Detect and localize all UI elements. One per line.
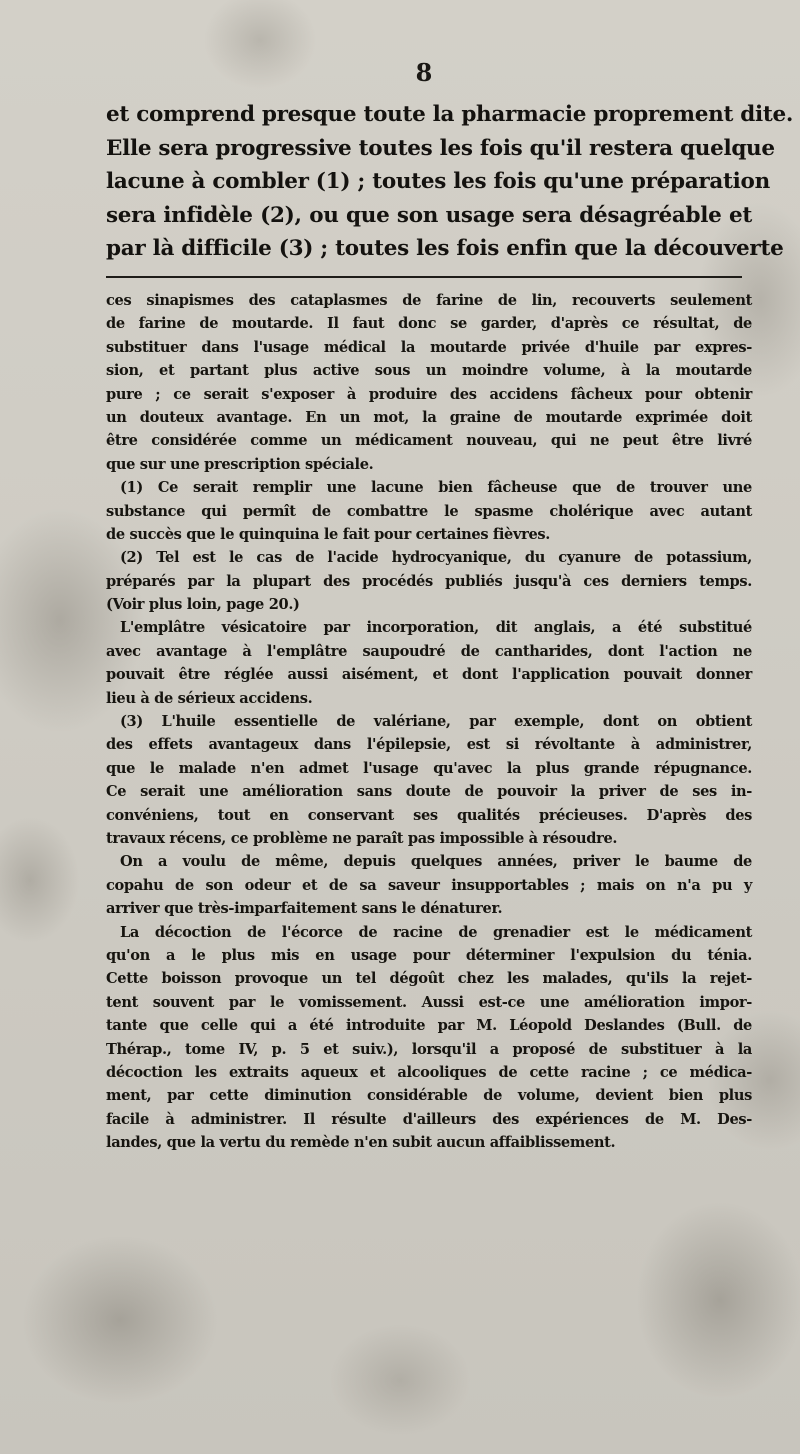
footnote-line: que le malade n'en admet l'usage qu'avec la plus grande répugnance. xyxy=(106,759,752,777)
main-text-line: et comprend presque toute la pharmacie proprement dite. xyxy=(106,102,794,127)
footnote-line: (1) Ce serait remplir une lacune bien fâcheuse que de trouver une xyxy=(120,479,752,497)
main-text-line: lacune à combler (1) ; toutes les fois qu'une préparation xyxy=(106,169,770,194)
footnote-line: (2) Tel est le cas de l'acide hydrocyanique, du cyanure de potassium, xyxy=(120,549,752,567)
footnote-line: La décoction de l'écorce de racine de grenadier est le médicament xyxy=(120,923,752,941)
main-text-line: par là difficile (3) ; toutes les fois enfin que la découverte xyxy=(106,236,784,261)
footnote-line: (Voir plus loin, page 20.) xyxy=(106,596,300,614)
footnote-line: facile à administrer. Il résulte d'ailleurs des expériences de M. Des- xyxy=(106,1110,752,1128)
footnote-line: de farine de moutarde. Il faut donc se garder, d'après ce résultat, de xyxy=(106,315,752,333)
footnote-line: substituer dans l'usage médical la moutarde privée d'huile par expres- xyxy=(106,338,752,356)
footnote-line: tante que celle qui a été introduite par M. Léopold Deslandes (Bull. de xyxy=(106,1017,752,1035)
main-text-line: sera infidèle (2), ou que son usage sera désagréable et xyxy=(106,202,752,228)
footnote-line: ces sinapismes des cataplasmes de farine de lin, recouverts seulement xyxy=(106,292,752,309)
footnote-line: sion, et partant plus active sous un moindre volume, à la moutarde xyxy=(106,362,752,380)
footnote-line: pure ; ce serait s'exposer à produire des accidens fâcheux pour obtenir xyxy=(106,385,752,403)
footnote-line: arriver que très-imparfaitement sans le dénaturer. xyxy=(106,900,503,918)
footnote-line: un douteux avantage. En un mot, la graine de moutarde exprimée doit xyxy=(106,408,752,426)
main-text-block xyxy=(106,98,794,266)
footnote-line: convéniens, tout en conservant ses qualités précieuses. D'après des xyxy=(106,806,752,824)
footnote-line: substance qui permît de combattre le spasme cholérique avec autant xyxy=(106,502,752,520)
footnote-line: décoction les extraits aqueux et alcooliques de cette racine ; ce médica- xyxy=(106,1063,752,1081)
footnote-line: des effets avantageux dans l'épilepsie, est si révoltante à administrer, xyxy=(106,736,752,754)
footnote-line: être considérée comme un médicament nouveau, qui ne peut être livré xyxy=(106,432,752,450)
footnote-line: Ce serait une amélioration sans doute de pouvoir la priver de ses in- xyxy=(106,783,752,801)
footnotes-block xyxy=(106,289,752,1154)
footnote-line: (3) L'huile essentielle de valériane, par exemple, dont on obtient xyxy=(120,713,752,731)
footnote-line: qu'on a le plus mis en usage pour déterminer l'expulsion du ténia. xyxy=(106,946,752,964)
footnote-line: copahu de son odeur et de sa saveur insupportables ; mais on n'a pu y xyxy=(106,876,752,894)
footnote-line: Thérap., tome IV, p. 5 et suiv.), lorsqu'il a proposé de substituer à la xyxy=(106,1040,752,1058)
footnote-line: On a voulu de même, depuis quelques années, priver le baume de xyxy=(120,853,752,871)
footnote-line: pouvait être réglée aussi aisément, et dont l'application pouvait donner xyxy=(106,666,752,684)
footnote-line: lieu à de sérieux accidens. xyxy=(106,689,313,707)
page-number: 8 xyxy=(415,58,433,87)
footnote-line: Cette boisson provoque un tel dégoût chez les malades, qu'ils la rejet- xyxy=(106,970,752,988)
footnote-separator-rule xyxy=(106,276,742,278)
main-text-line: Elle sera progressive toutes les fois qu'il restera quelque xyxy=(106,135,775,161)
footnote-line: avec avantage à l'emplâtre saupoudré de cantharides, dont l'action ne xyxy=(106,642,752,660)
footnote-line: de succès que le quinquina le fait pour certaines fièvres. xyxy=(106,525,550,543)
footnote-line: landes, que la vertu du remède n'en subit aucun affaiblissement. xyxy=(106,1134,616,1152)
footnote-line: ment, par cette diminution considérable de volume, devient bien plus xyxy=(106,1087,752,1105)
footnote-line: travaux récens, ce problème ne paraît pas impossible à résoudre. xyxy=(106,829,618,847)
footnote-line: préparés par la plupart des procédés publiés jusqu'à ces derniers temps. xyxy=(106,572,752,590)
footnote-line: que sur une prescription spéciale. xyxy=(106,455,374,473)
footnote-line: L'emplâtre vésicatoire par incorporation, dit anglais, a été substitué xyxy=(120,619,752,637)
footnote-line: tent souvent par le vomissement. Aussi est-ce une amélioration impor- xyxy=(106,993,752,1011)
